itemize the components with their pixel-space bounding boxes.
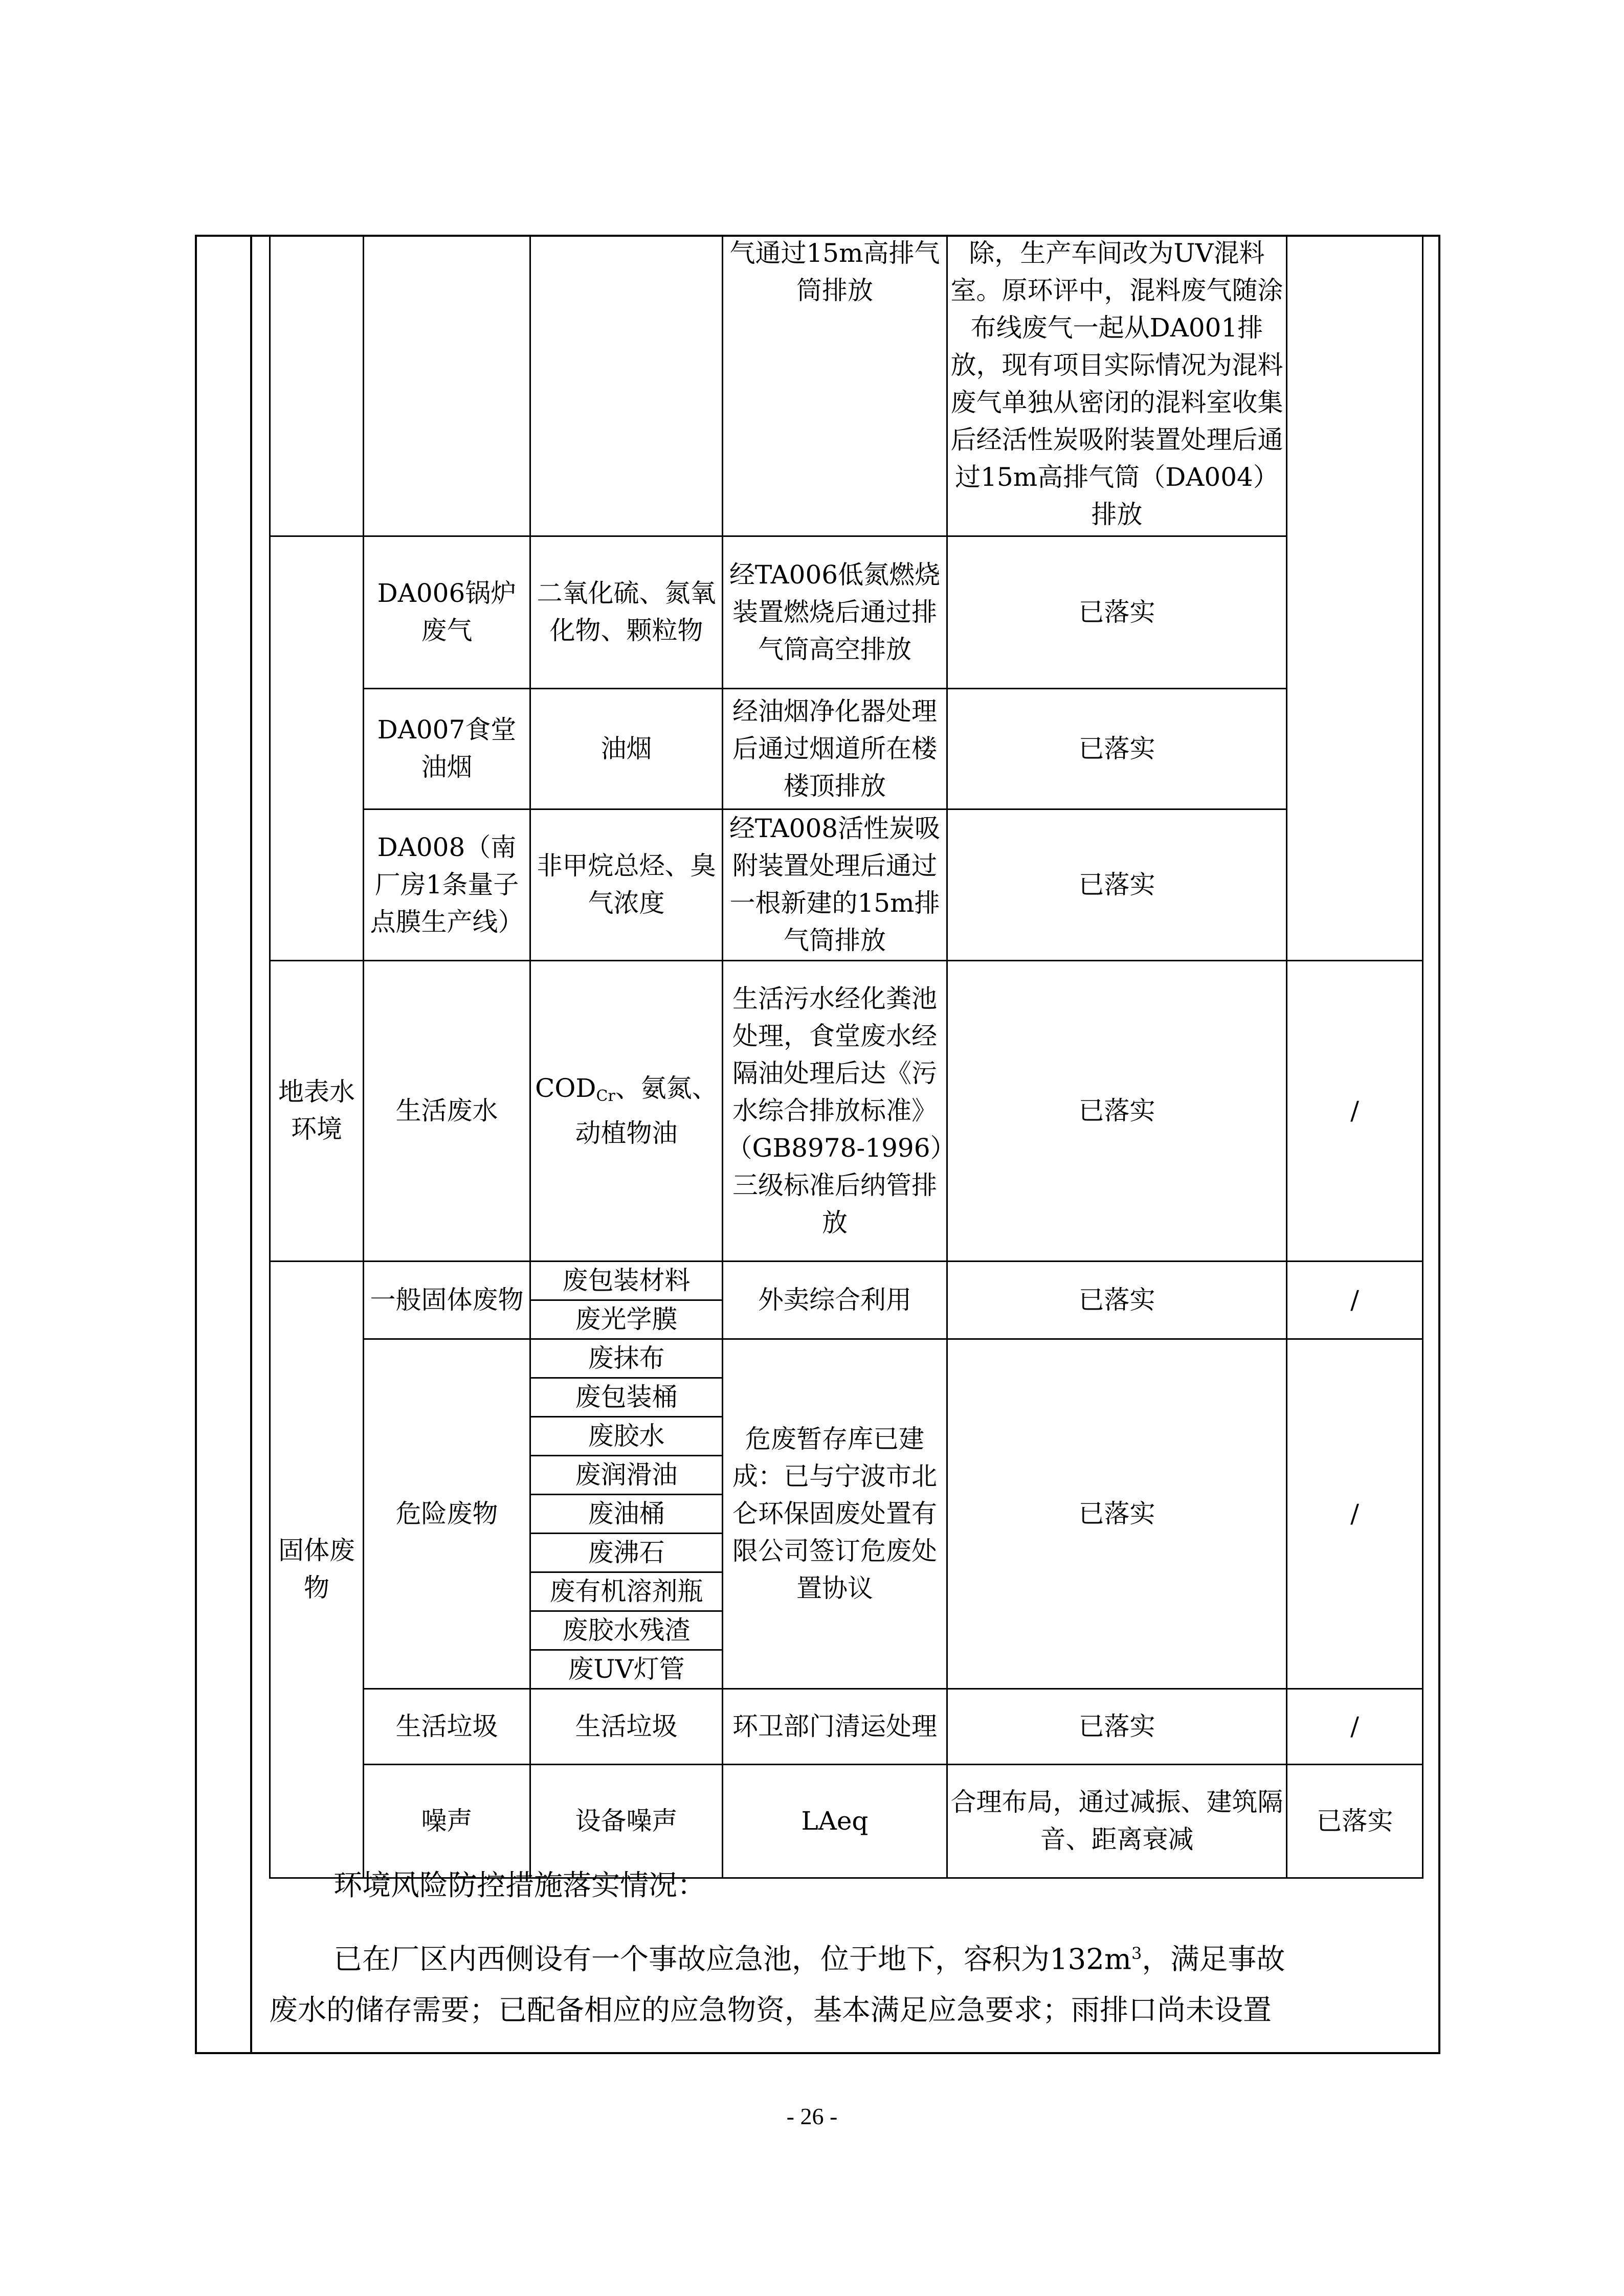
pollutant-cell: 废包装桶	[530, 1378, 723, 1416]
pollutant-cell: 非甲烷总烃、臭气浓度	[530, 809, 723, 960]
measure-cell: 经TA008活性炭吸附装置处理后通过一根新建的15m排气筒排放	[723, 809, 947, 960]
status-cell: 已落实	[947, 688, 1287, 809]
category-cell: 固体废物	[270, 1261, 364, 1878]
table-row	[270, 809, 1423, 960]
risk-heading: 环境风险防控措施落实情况：	[333, 1869, 706, 1902]
pollutant-cell: 生活垃圾	[530, 1689, 723, 1764]
risk-paragraph-line-1: 已在厂区内西侧设有一个事故应急池，位于地下，容积为$132m^3$，满足事故	[333, 1943, 1285, 1976]
status-cell: 已落实	[947, 1689, 1287, 1764]
measure-cell: 环卫部门清运处理	[723, 1689, 947, 1764]
risk-paragraph-line-2: 废水的储存需要；已配备相应的应急物资，基本满足应急要求；雨排口尚未设置	[269, 1994, 1272, 2027]
table-row	[270, 1261, 1423, 1300]
note-cell: /	[1287, 960, 1423, 1261]
status-cell: 已落实	[947, 536, 1287, 688]
page-number: - 26 -	[786, 2103, 838, 2129]
source-cell: 设备噪声	[530, 1764, 723, 1878]
source-cell: DA006锅炉废气	[364, 536, 530, 688]
pollutant-cell: 废油桶	[530, 1494, 723, 1533]
table-row	[270, 960, 1423, 1261]
table-row	[270, 536, 1423, 688]
status-cell: 已落实	[947, 960, 1287, 1261]
category-cell: 地表水环境	[270, 960, 364, 1261]
table-row	[270, 235, 1423, 536]
status-cell: 已落实	[947, 1339, 1287, 1689]
source-cell: 一般固体废物	[364, 1261, 530, 1339]
pollutant-cell: 废抹布	[530, 1339, 723, 1378]
status-cell: 除，生产车间改为UV混料室。原环评中，混料废气随涂布线废气一起从DA001排放，现有项目实际情况为混料废气单独从密闭的混料室收集后经活性炭吸附装置处理后通过15m高排气筒（DA004）排放	[947, 235, 1287, 536]
pollutant-cell: 废光学膜	[530, 1300, 723, 1339]
pollutant-cell: LAeq	[723, 1764, 947, 1878]
acceptance-table	[269, 235, 1423, 1879]
measure-cell: 气通过15m高排气筒排放	[723, 235, 947, 536]
pollutant-cell: 废UV灯管	[530, 1650, 723, 1689]
category-cell: 噪声	[364, 1764, 530, 1878]
measure-cell: 危废暂存库已建成：已与宁波市北仑环保固废处置有限公司签订危废处置协议	[723, 1339, 947, 1689]
status-cell: 已落实	[947, 1261, 1287, 1339]
pollutant-cell: $COD_{Cr}$、氨氮、动植物油	[530, 960, 723, 1261]
status-cell: 已落实	[1287, 1764, 1423, 1878]
pollutant-cell: 废润滑油	[530, 1455, 723, 1494]
source-cell: 生活垃圾	[364, 1689, 530, 1764]
pollutant-cell: 废有机溶剂瓶	[530, 1572, 723, 1611]
source-cell: DA008（南厂房1条量子点膜生产线）	[364, 809, 530, 960]
pollutant-cell: 废沸石	[530, 1533, 723, 1572]
frame-divider	[250, 235, 252, 2054]
source-cell: DA007食堂油烟	[364, 688, 530, 809]
source-cell: 危险废物	[364, 1339, 530, 1689]
status-cell: 已落实	[947, 809, 1287, 960]
note-cell: /	[1287, 1339, 1423, 1689]
table-row	[270, 688, 1423, 809]
measure-cell: 合理布局，通过减振、建筑隔音、距离衰减	[947, 1764, 1287, 1878]
pollutant-cell: 二氧化硫、氮氧化物、颗粒物	[530, 536, 723, 688]
measure-cell: 经TA006低氮燃烧装置燃烧后通过排气筒高空排放	[723, 536, 947, 688]
pollutant-cell: 废包装材料	[530, 1261, 723, 1300]
pollutant-cell: 废胶水	[530, 1416, 723, 1455]
note-cell: /	[1287, 1689, 1423, 1764]
source-cell: 生活废水	[364, 960, 530, 1261]
pollutant-cell: 油烟	[530, 688, 723, 809]
note-cell: /	[1287, 1261, 1423, 1339]
table-row	[270, 1689, 1423, 1764]
measure-cell: 经油烟净化器处理后通过烟道所在楼楼顶排放	[723, 688, 947, 809]
table-row	[270, 1339, 1423, 1378]
measure-cell: 外卖综合利用	[723, 1261, 947, 1339]
measure-cell: 生活污水经化粪池处理，食堂废水经隔油处理后达《污水综合排放标准》（GB8978-1996）三级标准后纳管排放	[723, 960, 947, 1261]
pollutant-cell: 废胶水残渣	[530, 1611, 723, 1650]
